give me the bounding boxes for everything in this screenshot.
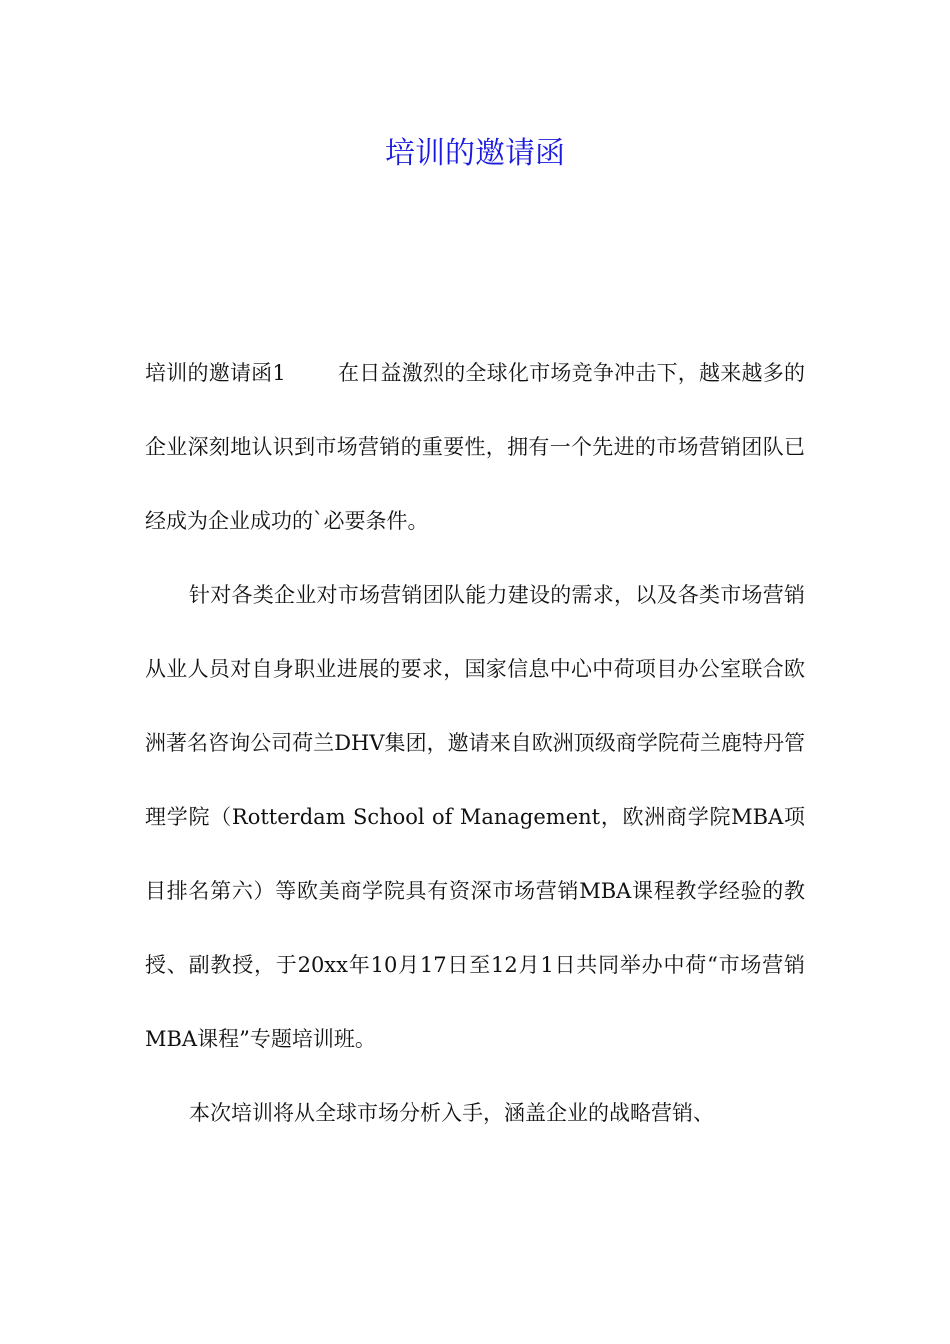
paragraph-2: 针对各类企业对市场营销团队能力建设的需求，以及各类市场营销从业人员对自身职业进展的要求，国家信息中心中荷项目办公室联合欧洲著名咨询公司荷兰DHV集团，邀请来自欧洲顶级商学院荷兰鹿特丹管理学院（Rotterdam School of Management，欧洲商学院MBA项目排名第六）等欧美商学院具有资深市场营销MBA课程教学经验的教授、副教授，于20xx年10月17日至12月1日共同举办中荷“市场营销MBA课程”专题培训班。 <box>145 583 805 1051</box>
paragraph-1 <box>145 336 805 558</box>
paragraph-3: 本次培训将从全球市场分析入手，涵盖企业的战略营销、 <box>189 1101 714 1125</box>
paragraph-text: 在日益激烈的全球化市场竞争冲击下，越来越多的企业深刻地认识到市场营销的重要性，拥有一个先进的市场营销团队已经成为企业成功的`必要条件。 <box>145 361 805 533</box>
paragraph-lead: 培训的邀请函1 <box>145 361 286 385</box>
document-title: 培训的邀请函 <box>385 136 565 171</box>
document-body <box>145 336 805 1150</box>
